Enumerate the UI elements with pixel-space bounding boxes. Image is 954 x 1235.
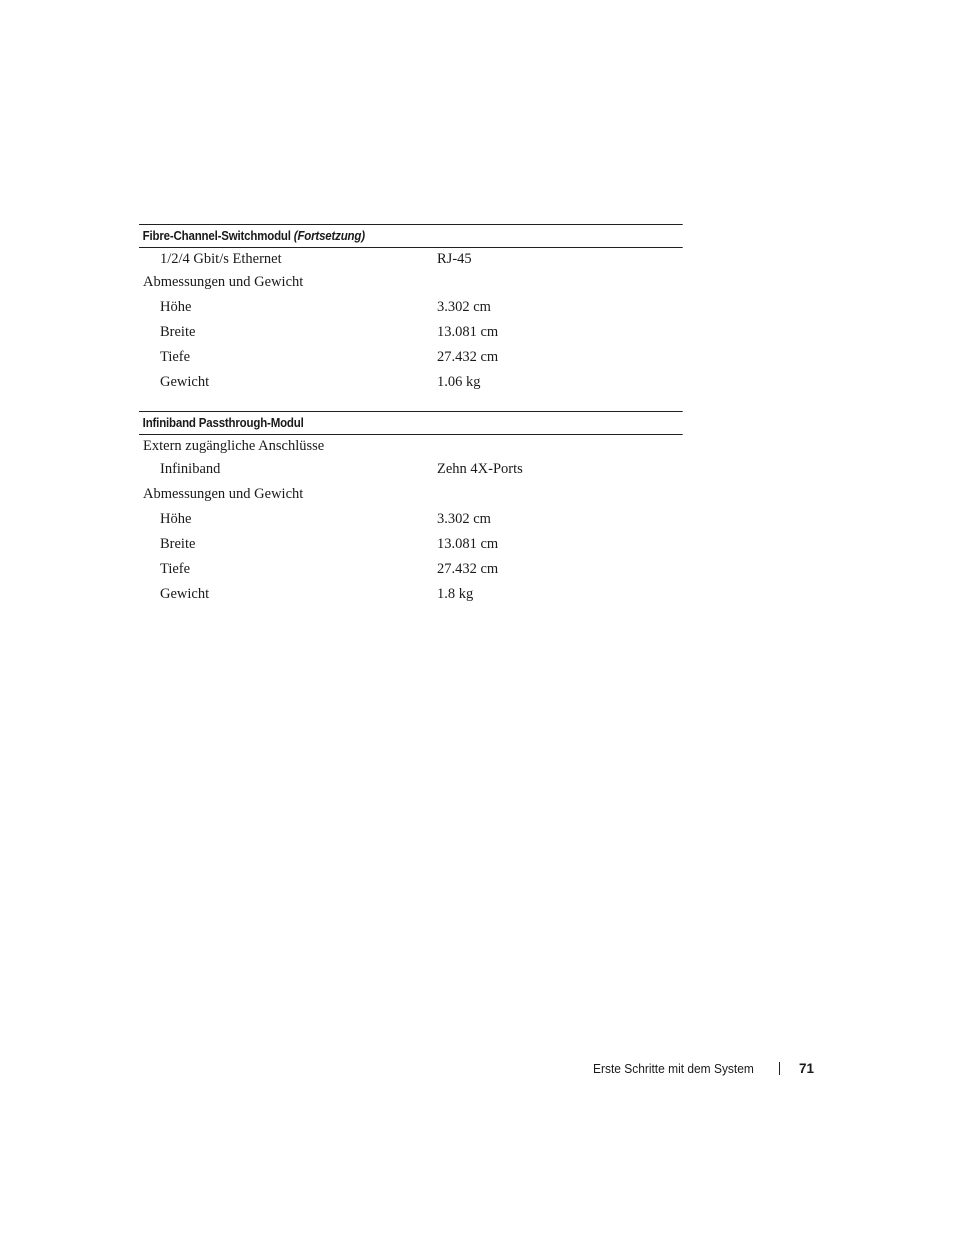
- table-row: [139, 532, 730, 557]
- page-number: 71: [799, 1061, 815, 1076]
- table-row: [139, 557, 730, 582]
- row-label: Breite: [160, 536, 196, 552]
- footer-separator: [779, 1062, 780, 1075]
- table-title: Infiniband Passthrough-Modul: [142, 416, 304, 430]
- table-continuation-note: (Fortsetzung): [293, 229, 365, 243]
- table-row: [139, 248, 730, 270]
- row-value: 27.432 cm: [437, 561, 499, 577]
- table-row: [139, 320, 730, 345]
- row-label: Tiefe: [160, 561, 191, 577]
- table-row: [139, 457, 730, 482]
- row-label: Gewicht: [160, 374, 210, 390]
- row-value: 27.432 cm: [437, 349, 499, 365]
- row-value: 13.081 cm: [437, 536, 499, 552]
- footer-section-title: Erste Schritte mit dem System: [593, 1061, 754, 1076]
- row-value: 13.081 cm: [437, 324, 499, 340]
- table-group-row: [139, 482, 730, 507]
- group-label: Abmessungen und Gewicht: [143, 486, 304, 502]
- row-label: Breite: [160, 324, 196, 340]
- table-group-row: [139, 270, 730, 295]
- table-title: Fibre-Channel-Switchmodul: [142, 229, 291, 243]
- spec-table-fibre-channel: [139, 224, 730, 395]
- page-footer: [593, 1061, 814, 1076]
- row-label: Tiefe: [160, 349, 191, 365]
- row-label: Infiniband: [160, 461, 221, 477]
- row-value: Zehn 4X-Ports: [437, 461, 523, 477]
- group-label: Extern zugängliche Anschlüsse: [143, 437, 325, 454]
- table-header: [139, 411, 683, 435]
- group-label: Abmessungen und Gewicht: [143, 274, 304, 290]
- table-row: [139, 507, 730, 532]
- table-row: [139, 345, 730, 370]
- spec-table-infiniband: [139, 411, 730, 607]
- row-value: 1.06 kg: [437, 374, 481, 390]
- table-row: [139, 582, 730, 607]
- row-label: Höhe: [160, 511, 192, 527]
- row-label: Gewicht: [160, 586, 210, 602]
- row-value: 3.302 cm: [437, 511, 491, 527]
- row-label: 1/2/4 Gbit/s Ethernet: [160, 250, 282, 267]
- table-header: [139, 224, 683, 248]
- table-row: [139, 370, 730, 395]
- table-group-row: [139, 435, 730, 457]
- row-label: Höhe: [160, 299, 192, 315]
- row-value: 3.302 cm: [437, 299, 491, 315]
- row-value: 1.8 kg: [437, 586, 474, 602]
- table-row: [139, 295, 730, 320]
- row-value: RJ-45: [437, 250, 472, 267]
